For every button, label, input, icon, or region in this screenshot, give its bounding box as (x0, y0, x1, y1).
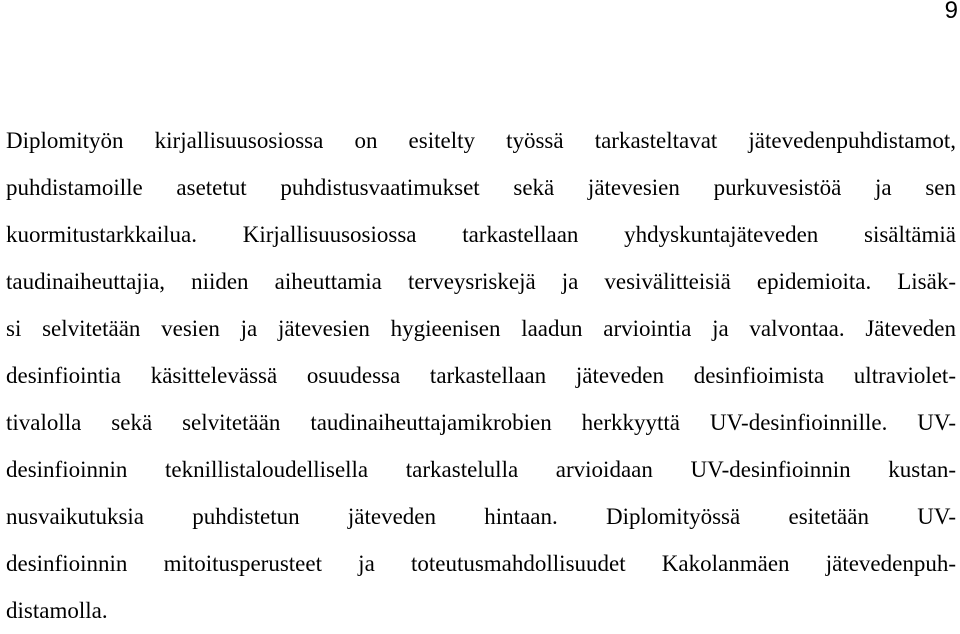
paragraph-line: kuormitustarkkailua. Kirjallisuusosiossa tarkastellaan yhdyskuntajäteveden sisältämiä (6, 222, 956, 247)
page-number: 9 (944, 0, 958, 24)
paragraph-line: si selvitetään vesien ja jätevesien hygieenisen laadun arviointia ja valvontaa. Jäteveden (6, 316, 956, 341)
paragraph-line: puhdistamoille asetetut puhdistusvaatimukset sekä jätevesien purkuvesistöä ja sen (6, 175, 956, 200)
paragraph-line: desinfioinnin mitoitusperusteet ja toteutusmahdollisuudet Kakolanmäen jätevedenpuh- (6, 551, 956, 576)
paragraph-line: nusvaikutuksia puhdistetun jäteveden hintaan. Diplomityössä esitetään UV- (6, 504, 956, 529)
paragraph-line: tivalolla sekä selvitetään taudinaiheuttajamikrobien herkkyyttä UV-desinfioinnille. UV- (6, 410, 956, 435)
paragraph-line: taudinaiheuttajia, niiden aiheuttamia terveysriskejä ja vesivälitteisiä epidemioita. Lisäk- (6, 269, 956, 294)
paragraph-line: desinfioinnin teknillistaloudellisella tarkastelulla arvioidaan UV-desinfioinnin kustan- (6, 457, 956, 482)
paragraph-line: Diplomityön kirjallisuusosiossa on esitelty työssä tarkasteltavat jätevedenpuhdistamot, (6, 128, 956, 153)
body-paragraph (6, 117, 956, 634)
paragraph-line: desinfiointia käsittelevässä osuudessa tarkastellaan jäteveden desinfioimista ultraviolet- (6, 363, 956, 388)
paragraph-line: distamolla. (6, 598, 108, 623)
